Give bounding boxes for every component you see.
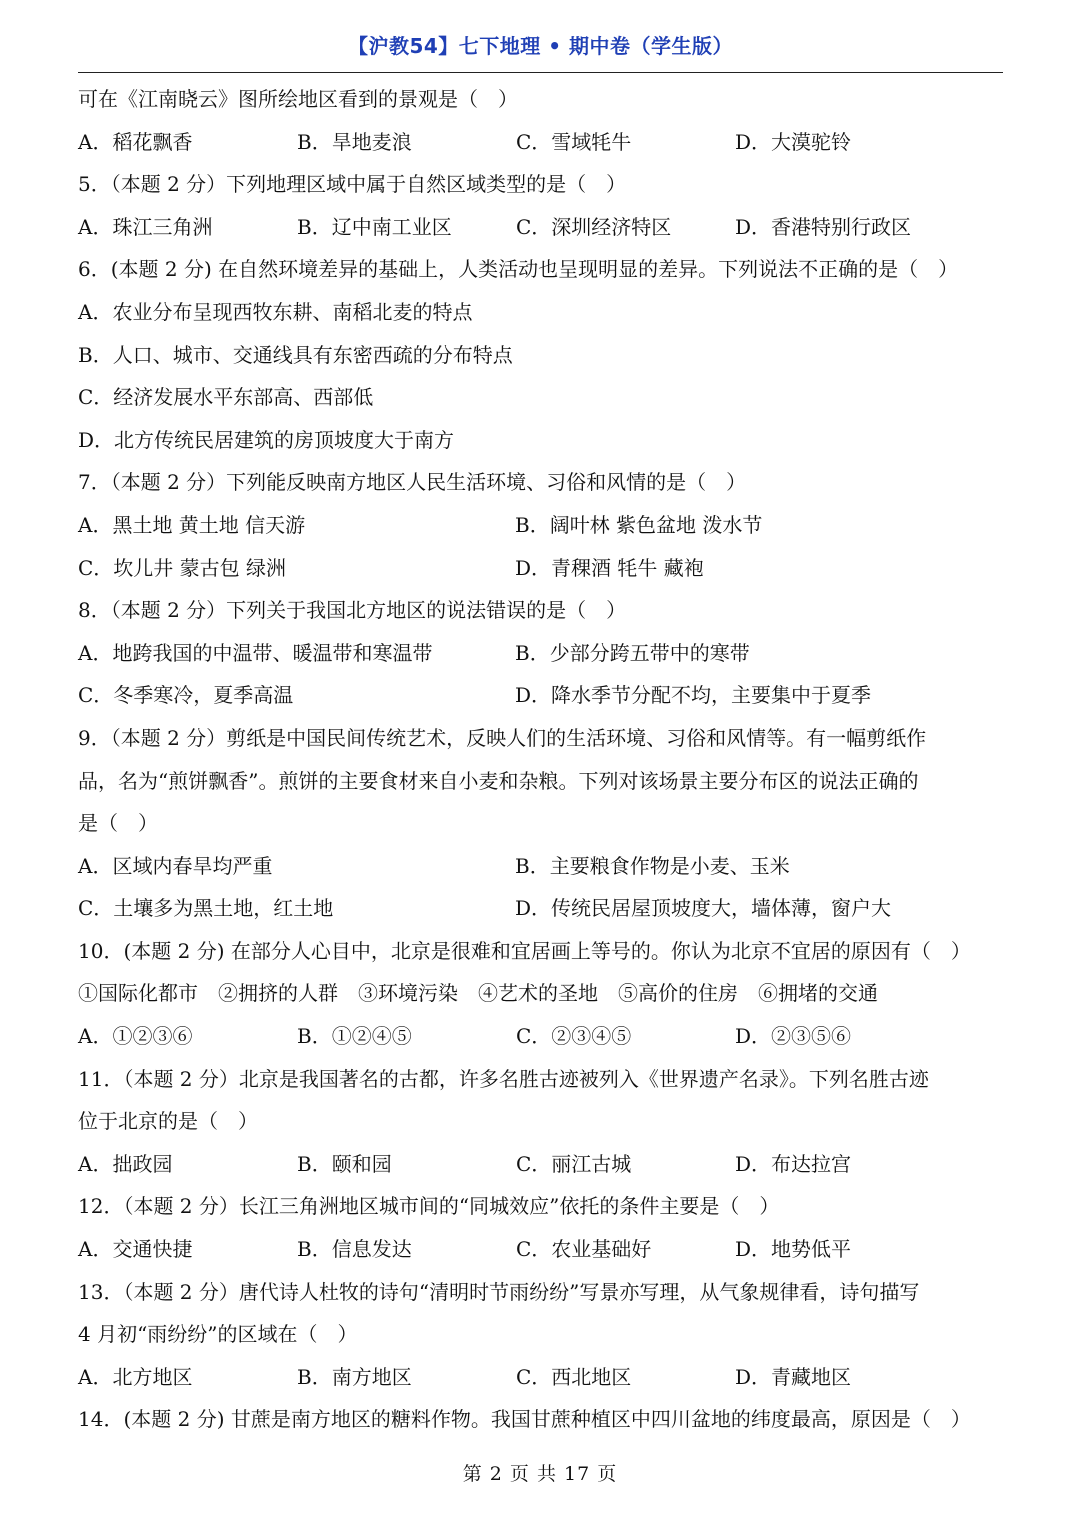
question-4-options [78, 127, 1003, 170]
option-b: B．颐和园 [297, 1151, 392, 1176]
option-a: A．稻花飘香 [78, 129, 193, 154]
question-13-options [78, 1362, 1003, 1405]
option-c: C．冬季寒冷，夏季高温 [78, 683, 294, 708]
question-4-stem: 可在《江南晓云》图所绘地区看到的景观是（ ） [78, 87, 518, 111]
question-9-stem-line-3: 是（ ） [78, 811, 158, 836]
question-7-options-row-1 [78, 510, 1003, 553]
option-b: B．①②④⑤ [297, 1024, 412, 1049]
option-b: B．少部分跨五带中的寒带 [515, 640, 750, 665]
question-7-stem: 7．（本题 2 分）下列能反映南方地区人民生活环境、习俗和风情的是（ ） [78, 470, 747, 495]
question-content [78, 84, 1003, 1447]
question-9-stem-line-2: 品，名为“煎饼飘香”。煎饼的主要食材来自小麦和杂粮。下列对该场景主要分布区的说法正确的 [78, 768, 919, 793]
question-12-options [78, 1234, 1003, 1277]
question-9-stem-line-1: 9．（本题 2 分）剪纸是中国民间传统艺术，反映人们的生活环境、习俗和风情等。有一幅剪纸作 [78, 725, 927, 750]
question-11-stem-line-1: 11．（本题 2 分）北京是我国著名的古都，许多名胜古迹被列入《世界遗产名录》。下列名胜古迹 [78, 1066, 929, 1091]
option-c: C．坎儿井 蒙古包 绿洲 [78, 555, 287, 580]
question-8-stem: 8．（本题 2 分）下列关于我国北方地区的说法错误的是（ ） [78, 598, 627, 623]
option-c: C．②③④⑤ [516, 1024, 632, 1049]
option-d: D．地势低平 [735, 1237, 852, 1262]
option-b: B．旱地麦浪 [297, 129, 412, 154]
option-d: D．②③⑤⑥ [735, 1024, 852, 1049]
option-a: A．黑土地 黄土地 信天游 [78, 512, 306, 537]
option-b: B．辽中南工业区 [297, 214, 452, 239]
option-d: D．香港特别行政区 [735, 214, 912, 239]
option-b: B．南方地区 [297, 1364, 412, 1389]
option-a: A．地跨我国的中温带、暖温带和寒温带 [78, 640, 433, 665]
option-c: C．深圳经济特区 [516, 214, 672, 239]
question-5-stem: 5．（本题 2 分）下列地理区域中属于自然区域类型的是（ ） [78, 172, 627, 197]
header-divider [78, 72, 1003, 73]
question-8-options-row-1 [78, 638, 1003, 681]
question-7-options-row-2 [78, 553, 1003, 596]
question-9-options-row-2 [78, 893, 1003, 936]
option-a: A．拙政园 [78, 1151, 173, 1176]
option-a: A．北方地区 [78, 1364, 193, 1389]
option-d: D．传统民居屋顶坡度大，墙体薄，窗户大 [515, 896, 892, 921]
option-d: D．布达拉宫 [735, 1151, 852, 1176]
option-d: D．降水季节分配不均，主要集中于夏季 [515, 683, 872, 708]
question-14-stem: 14．(本题 2 分) 甘蔗是南方地区的糖料作物。我国甘蔗种植区中四川盆地的纬度最高，原因是（ ） [78, 1407, 971, 1432]
option-a: A．珠江三角洲 [78, 214, 213, 239]
page-header-title: 【沪教54】七下地理 • 期中卷（学生版） [347, 34, 734, 58]
page-number: 第 2 页 共 17 页 [462, 1463, 618, 1485]
question-10-stem: 10．(本题 2 分) 在部分人心目中，北京是很难和宜居画上等号的。你认为北京不宜居的原因有（ ） [78, 938, 971, 963]
option-a: A．农业分布呈现西牧东耕、南稻北麦的特点 [78, 299, 473, 324]
option-b: B．主要粮食作物是小麦、玉米 [515, 853, 790, 878]
option-c: C．农业基础好 [516, 1237, 652, 1262]
option-c: C．经济发展水平东部高、西部低 [78, 385, 374, 410]
question-5-options [78, 212, 1003, 255]
question-6-stem: 6．(本题 2 分) 在自然环境差异的基础上，人类活动也呈现明显的差异。下列说法不正确的是（ ） [78, 257, 959, 282]
option-a: A．交通快捷 [78, 1237, 193, 1262]
question-10-items: ①国际化都市 ②拥挤的人群 ③环境污染 ④艺术的圣地 ⑤高价的住房 ⑥拥堵的交通 [78, 981, 878, 1006]
option-c: C．西北地区 [516, 1364, 632, 1389]
option-d: D．青藏地区 [735, 1364, 852, 1389]
question-12-stem: 12．（本题 2 分）长江三角洲地区城市间的“同城效应”依托的条件主要是（ ） [78, 1194, 780, 1219]
question-9-options-row-1 [78, 851, 1003, 894]
option-b: B．阔叶林 紫色盆地 泼水节 [515, 512, 763, 537]
option-d: D．北方传统民居建筑的房顶坡度大于南方 [78, 427, 455, 452]
question-8-options-row-2 [78, 680, 1003, 723]
question-10-options [78, 1021, 1003, 1064]
option-c: C．丽江古城 [516, 1151, 632, 1176]
option-c: C．雪域牦牛 [516, 129, 632, 154]
option-a: A．区域内春旱均严重 [78, 853, 273, 878]
question-13-stem-line-1: 13．（本题 2 分）唐代诗人杜牧的诗句“清明时节雨纷纷”写景亦写理，从气象规律看，诗句描写 [78, 1279, 920, 1304]
question-13-stem-line-2: 4 月初“雨纷纷”的区域在（ ） [78, 1322, 358, 1347]
option-b: B．人口、城市、交通线具有东密西疏的分布特点 [78, 342, 513, 367]
option-d: D．大漠驼铃 [735, 129, 852, 154]
option-b: B．信息发达 [297, 1237, 412, 1262]
option-c: C．土壤多为黑土地，红土地 [78, 896, 334, 921]
question-11-options [78, 1149, 1003, 1192]
question-11-stem-line-2: 位于北京的是（ ） [78, 1109, 258, 1134]
option-d: D．青稞酒 牦牛 藏袍 [515, 555, 704, 580]
option-a: A．①②③⑥ [78, 1024, 193, 1049]
